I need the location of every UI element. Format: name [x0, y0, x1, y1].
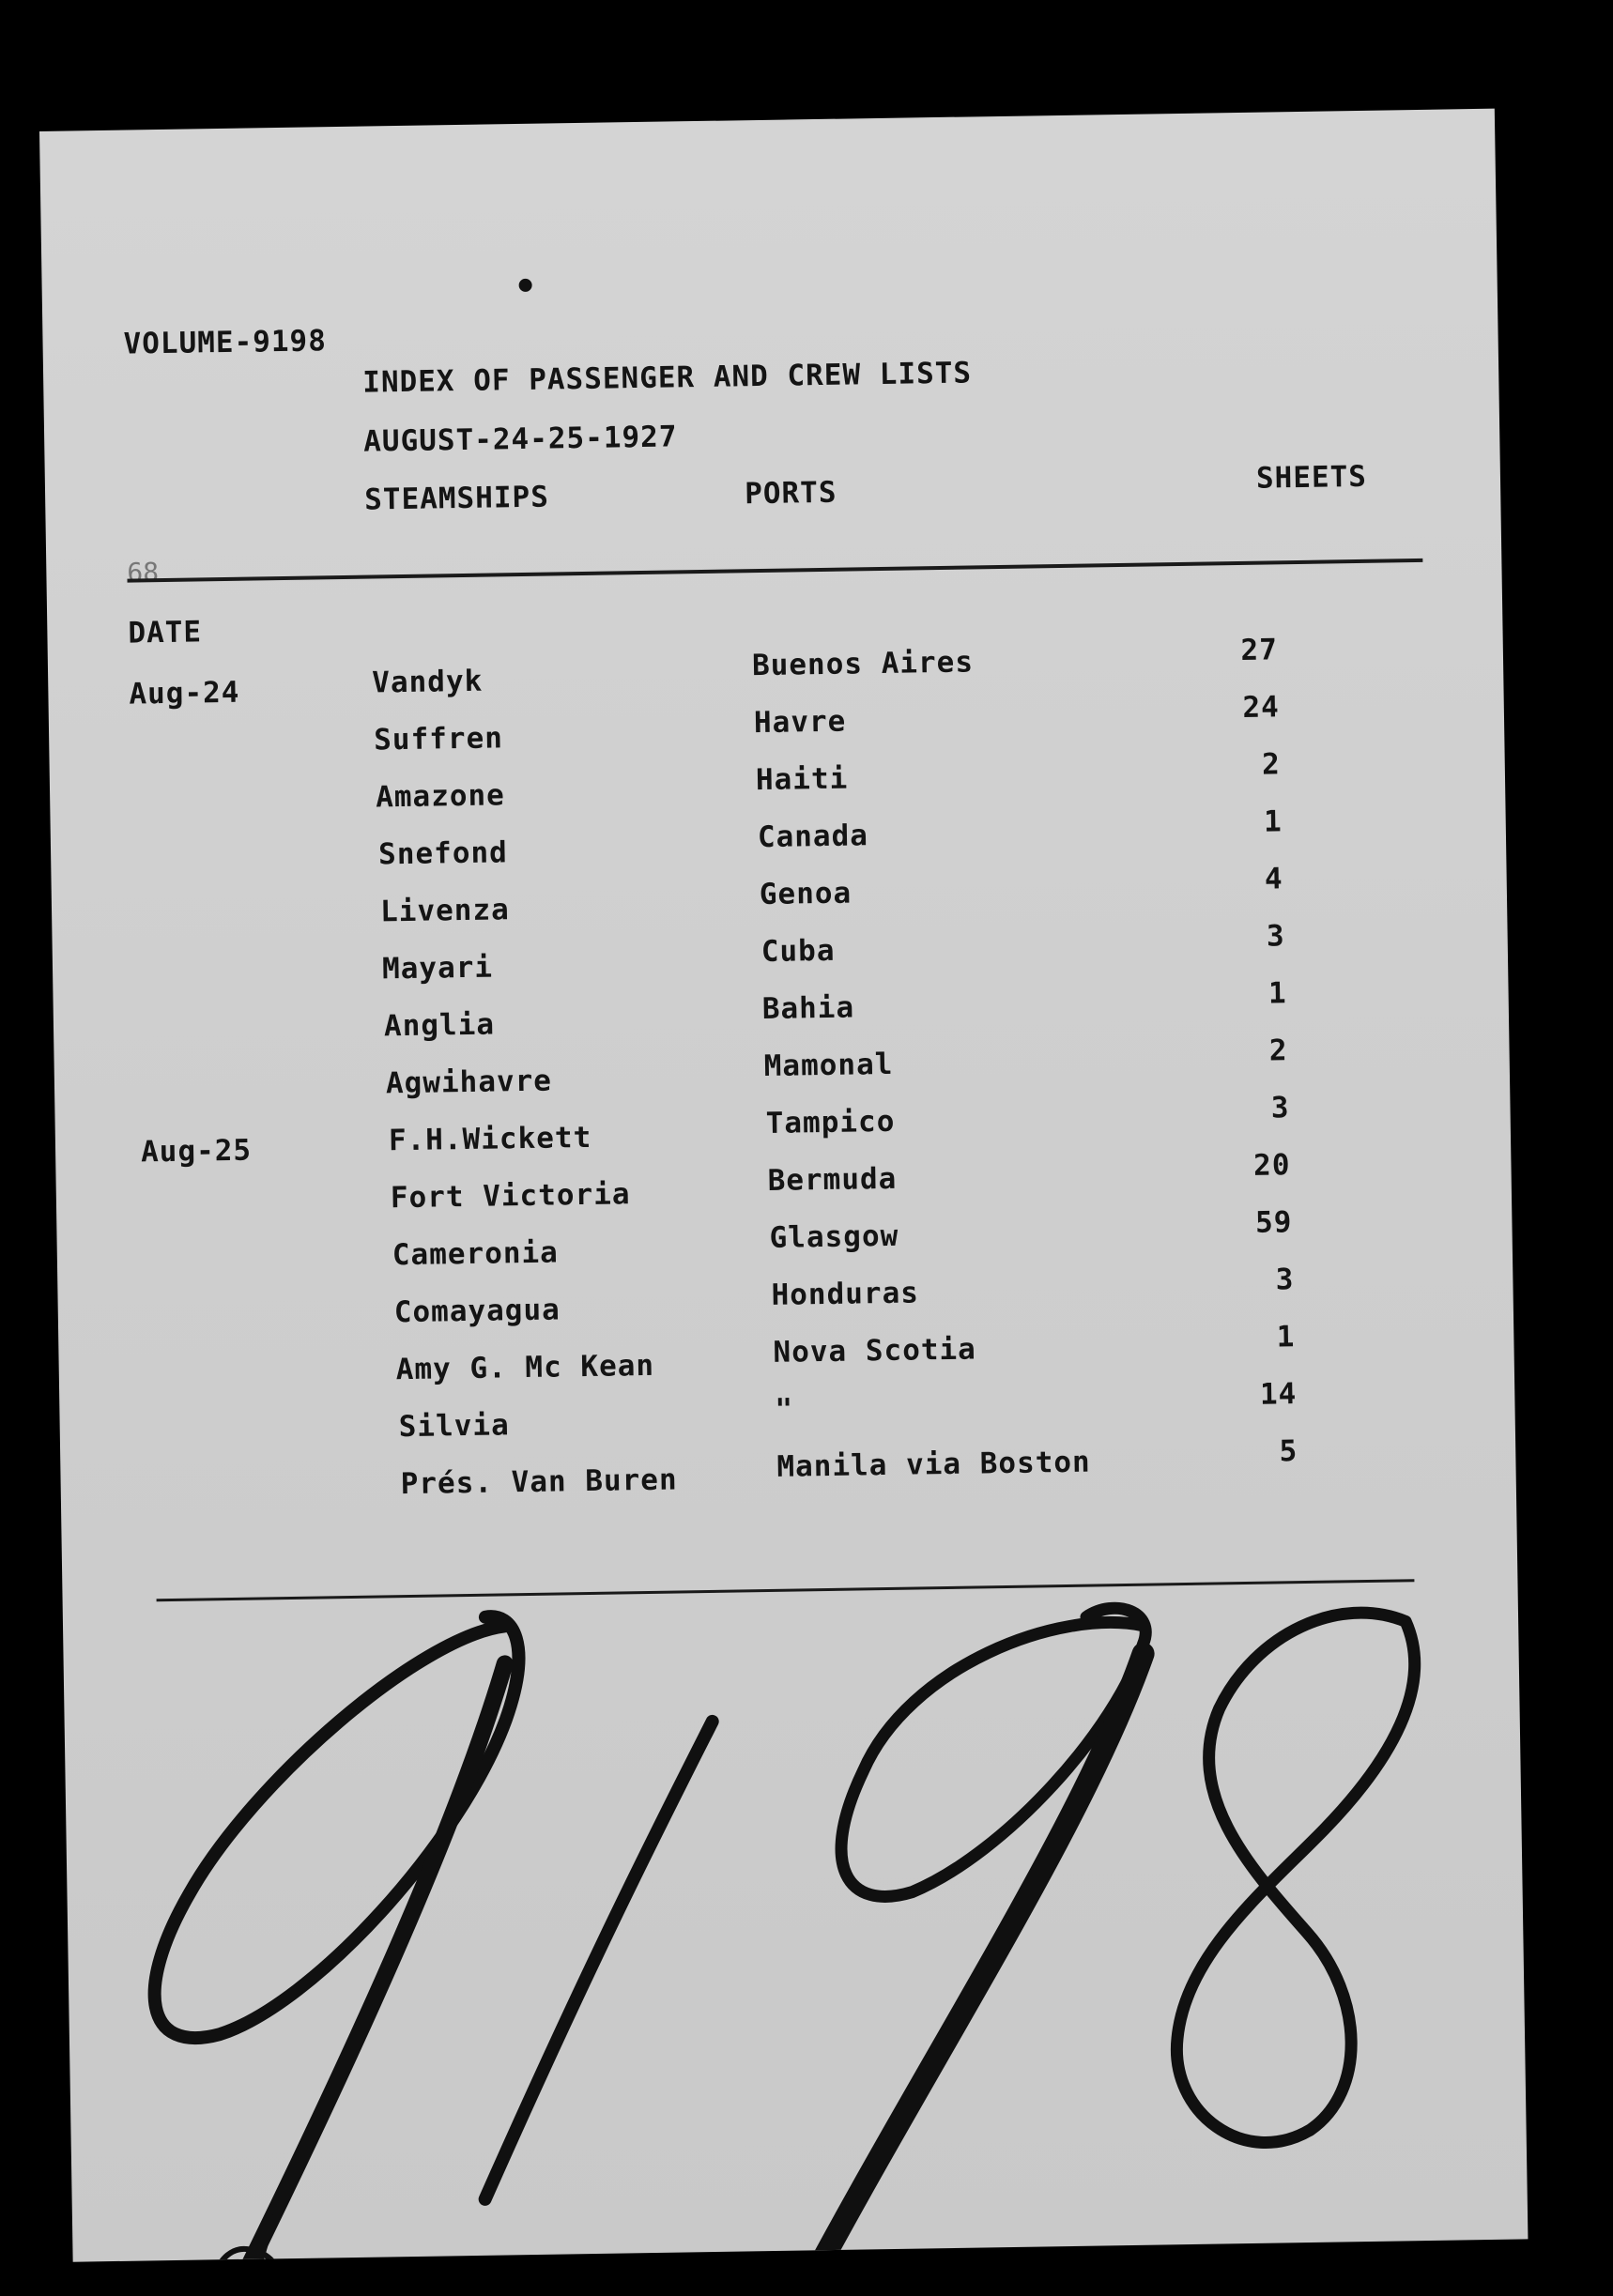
row-port: Cuba	[760, 933, 836, 970]
row-port: Haiti	[755, 761, 849, 798]
row-port: "	[775, 1392, 794, 1427]
row-steamship: Amazone	[375, 778, 506, 815]
row-port: Mamonal	[763, 1047, 894, 1083]
row-steamship: Anglia	[383, 1007, 496, 1044]
row-steamship: Silvia	[398, 1408, 510, 1445]
row-steamship: Agwihavre	[385, 1064, 553, 1101]
row-sheets: 5	[1279, 1434, 1298, 1469]
row-port: Buenos Aires	[751, 645, 975, 683]
row-sheets: 2	[1261, 747, 1282, 782]
ink-dot	[519, 279, 532, 292]
row-port: Bahia	[761, 990, 855, 1027]
row-steamship: F.H.Wickett	[388, 1120, 592, 1158]
row-steamship: Fort Victoria	[390, 1177, 631, 1216]
row-port: Canada	[757, 819, 869, 855]
row-sheets: 20	[1252, 1148, 1291, 1183]
column-header-ports: PORTS	[744, 475, 837, 512]
row-sheets: 1	[1263, 804, 1283, 839]
row-sheets: 3	[1275, 1263, 1295, 1297]
row-steamship: Mayari	[381, 950, 494, 987]
row-steamship: Comayagua	[393, 1293, 561, 1330]
row-port: Glasgow	[769, 1218, 899, 1255]
column-header-sheets: SHEETS	[1255, 459, 1368, 496]
row-sheets: 1	[1267, 976, 1287, 1011]
row-date: Aug-25	[140, 1133, 253, 1170]
index-sheet	[39, 109, 1528, 2262]
row-steamship: Suffren	[373, 721, 504, 758]
row-port: Bermuda	[767, 1161, 898, 1198]
row-port: Tampico	[765, 1104, 896, 1140]
row-port: Nova Scotia	[773, 1332, 977, 1370]
column-header-date: DATE	[128, 615, 203, 651]
row-steamship: Amy G. Mc Kean	[395, 1348, 655, 1387]
row-port: Manila via Boston	[776, 1445, 1091, 1484]
row-port: Genoa	[759, 876, 853, 912]
row-date: Aug-24	[129, 675, 240, 712]
row-sheets: 27	[1240, 633, 1279, 667]
faint-mark: 68	[127, 557, 160, 589]
row-steamship: Snefond	[377, 835, 509, 872]
column-header-steamships: STEAMSHIPS	[363, 480, 550, 517]
row-sheets: 1	[1276, 1320, 1296, 1355]
date-range: AUGUST-24-25-1927	[362, 420, 678, 459]
row-steamship: Vandyk	[371, 664, 484, 700]
row-sheets: 24	[1242, 690, 1281, 725]
row-sheets: 14	[1259, 1377, 1298, 1412]
index-title: INDEX OF PASSENGER AND CREW LISTS	[361, 356, 973, 400]
row-sheets: 2	[1268, 1033, 1288, 1068]
row-port: Honduras	[771, 1276, 920, 1312]
row-port: Havre	[753, 704, 847, 741]
row-sheets: 59	[1254, 1205, 1293, 1240]
row-steamship: Prés. Van Buren	[400, 1462, 678, 1502]
header-rule	[127, 559, 1422, 583]
row-sheets: 3	[1270, 1091, 1290, 1125]
row-steamship: Livenza	[379, 893, 511, 929]
footer-rule	[157, 1579, 1415, 1601]
row-steamship: Cameronia	[392, 1235, 560, 1273]
row-sheets: 3	[1266, 919, 1285, 954]
row-sheets: 4	[1264, 862, 1283, 896]
volume-label: VOLUME-9198	[123, 324, 328, 361]
